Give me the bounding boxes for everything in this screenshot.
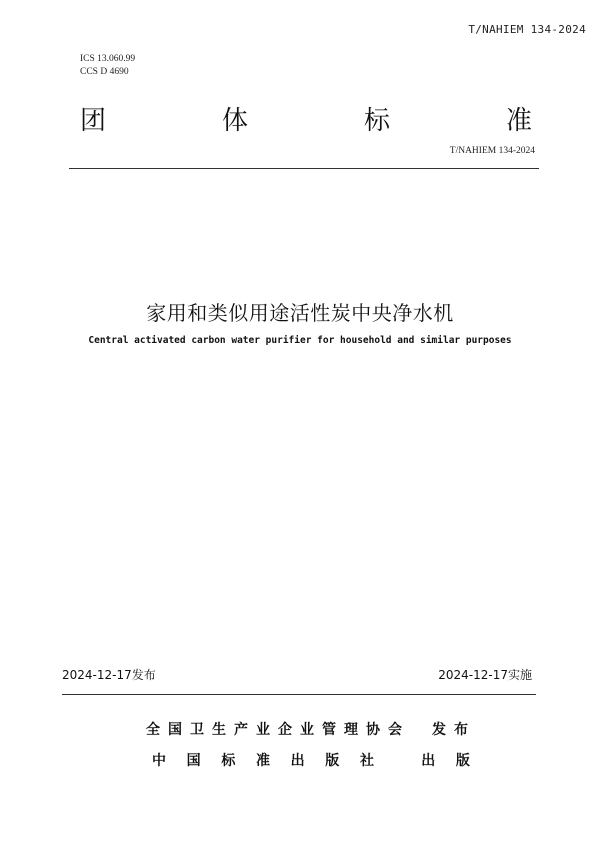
title-chinese: 家用和类似用途活性炭中央净水机 [146,301,454,325]
publisher-spacer [395,750,401,770]
publisher-char: 国 [168,722,182,738]
publisher-char: 社 [359,753,374,769]
publisher-char: 版 [455,753,470,769]
title-english: Central activated carbon water purifier for household and similar purposes [88,335,512,346]
publisher-char: 生 [212,722,226,738]
classification-codes [80,53,135,79]
standard-type-char: 体 [221,106,248,136]
publisher-char: 企 [278,722,292,738]
publisher-char: 布 [454,722,468,738]
bottom-divider [62,694,536,695]
publisher-press [152,750,470,770]
publisher-char: 版 [325,753,340,769]
ccs-code: CCS D 4690 [80,67,129,77]
publisher-spacer [410,719,424,739]
ics-code: ICS 13.060.99 [80,54,136,64]
publisher-char: 出 [421,753,436,769]
publisher-char: 产 [234,722,248,738]
publisher-char: 国 [186,753,201,769]
publisher-char: 准 [255,753,270,769]
publisher-char: 业 [300,722,314,738]
standard-type-char: 团 [80,106,107,136]
publisher-char: 协 [366,722,380,738]
publisher-char: 业 [256,722,270,738]
publisher-char: 中 [152,753,166,769]
standard-type-char: 标 [363,106,390,136]
publisher-char: 出 [290,753,305,769]
publisher-organization [146,719,468,739]
publisher-char: 会 [388,722,402,738]
standard-number: T/NAHIEM 134-2024 [449,146,535,156]
publisher-char: 全 [146,722,160,738]
issue-date: 2024-12-17发布 [62,668,156,682]
publisher-char: 发 [432,722,446,738]
publisher-char: 管 [322,722,336,738]
implementation-date: 2024-12-17实施 [438,668,532,682]
publisher-char: 标 [221,753,236,769]
top-divider [69,168,539,169]
publisher-char: 卫 [190,722,204,738]
standard-type-char: 准 [505,106,532,136]
publisher-char: 理 [344,722,358,738]
header-standard-code: T/NAHIEM 134-2024 [468,23,586,36]
standard-type-heading [80,100,532,137]
